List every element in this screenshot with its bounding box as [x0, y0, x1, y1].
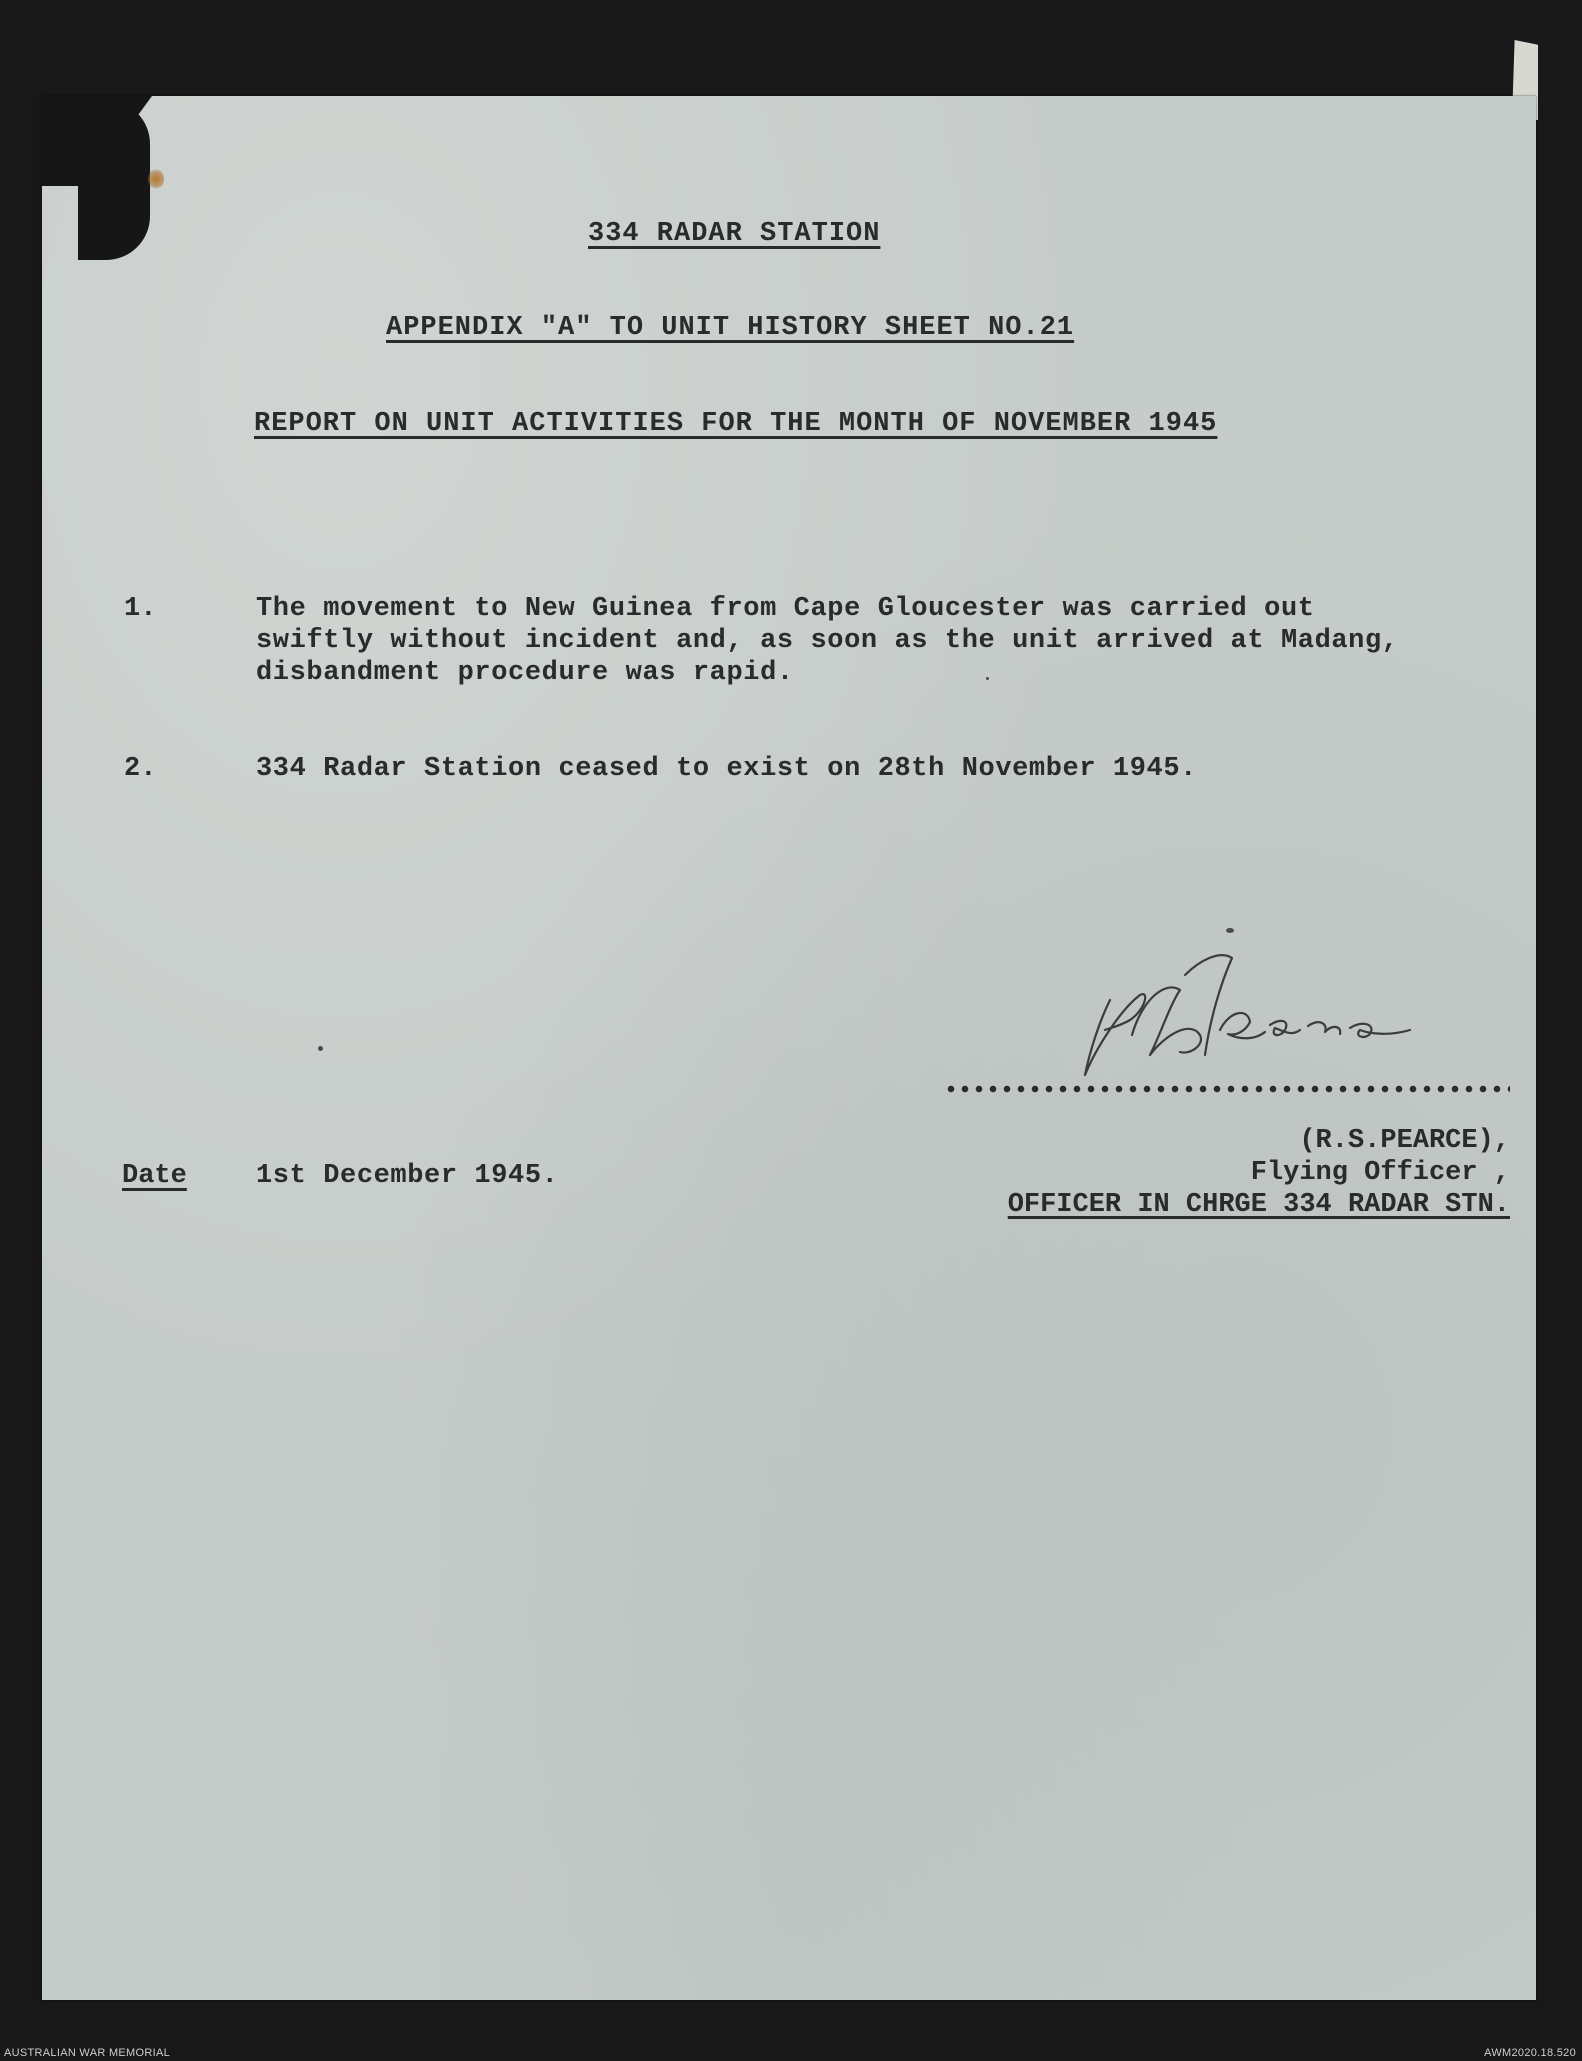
footer-accession-number: AWM2020.18.520 — [1484, 2047, 1576, 2059]
date-value: 1st December 1945. — [256, 1161, 559, 1191]
paper-speck — [318, 1046, 323, 1051]
paragraph-1-number: 1. — [124, 594, 157, 624]
signatory-rank: Flying Officer , — [1250, 1158, 1510, 1188]
paragraph-2-number: 2. — [124, 754, 157, 784]
signature-mark — [1070, 940, 1490, 1090]
paragraph-1-line-2: swiftly without incident and, as soon as the unit arrived at Madang, — [256, 626, 1399, 656]
rust-stain — [148, 168, 164, 190]
paper-speck — [986, 677, 989, 680]
report-heading: REPORT ON UNIT ACTIVITIES FOR THE MONTH OF NOVEMBER 1945 — [254, 409, 1218, 439]
footer-institution: AUSTRALIAN WAR MEMORIAL — [4, 2047, 171, 2059]
signature-block — [1008, 1125, 1510, 1221]
document-title: 334 RADAR STATION — [588, 219, 881, 249]
paragraph-1-line-3: disbandment procedure was rapid. — [256, 658, 794, 688]
document-subtitle: APPENDIX "A" TO UNIT HISTORY SHEET NO.21 — [386, 313, 1075, 343]
paragraph-2-line-1: 334 Radar Station ceased to exist on 28th November 1945. — [256, 754, 1197, 784]
signatory-position: OFFICER IN CHRGE 334 RADAR STN. — [1007, 1190, 1510, 1220]
signature-dotted-line — [944, 1082, 1510, 1096]
signatory-name: (R.S.PEARCE), — [1299, 1126, 1510, 1156]
paragraph-1-line-1: The movement to New Guinea from Cape Gloucester was carried out — [256, 594, 1315, 624]
punch-hole — [78, 100, 150, 260]
paper-speck — [1226, 928, 1234, 933]
date-label: Date — [122, 1161, 187, 1191]
